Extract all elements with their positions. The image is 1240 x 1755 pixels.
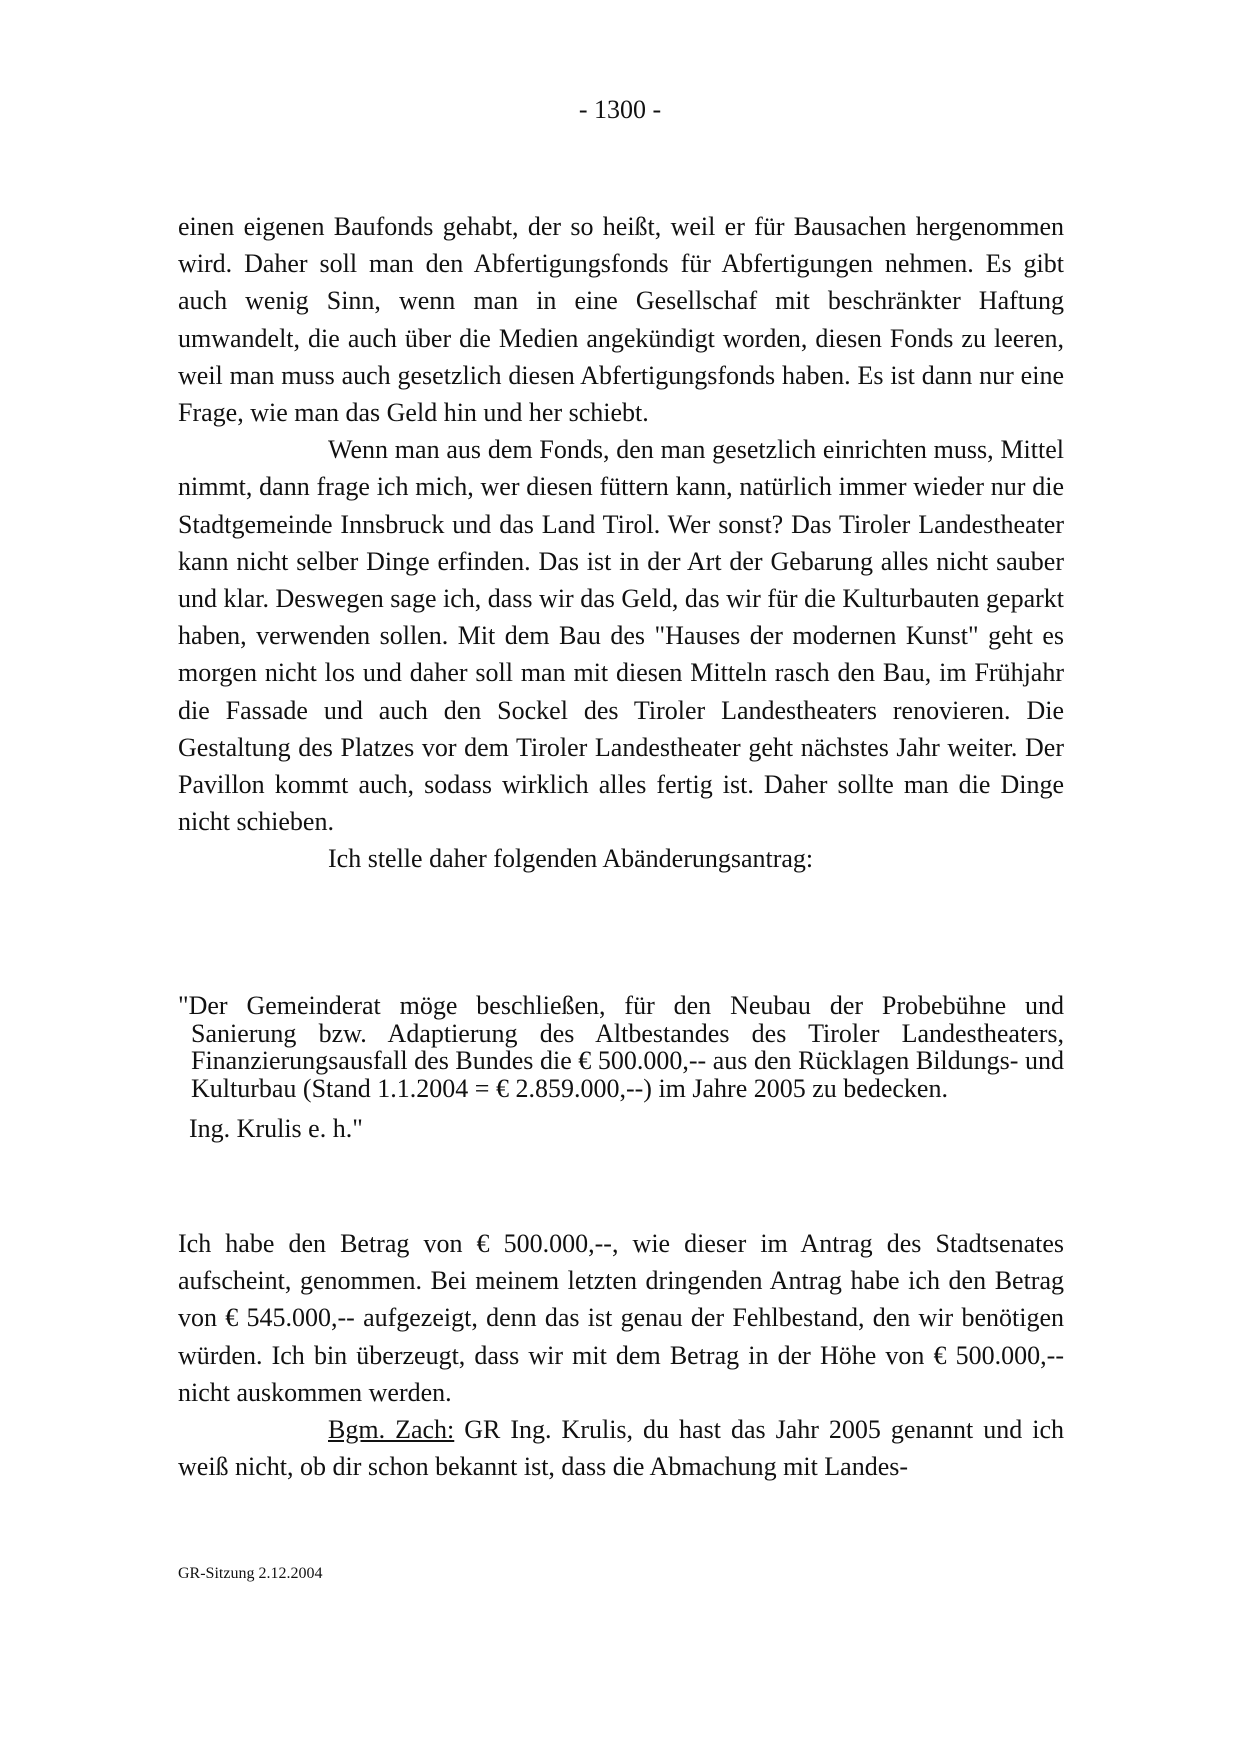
motion-signature: Ing. Krulis e. h." [189, 1114, 363, 1143]
motion-text: "Der Gemeinderat möge beschließen, für den Neubau der Probebühne und Sanierung bzw. Adaptierung des Altbestandes des Tiroler Landestheaters, Finanzierungsausfall des Bundes die € 500.000,-- aus den Rücklagen Bildungs- und Kulturbau (Stand 1.1.2004 = € 2.859.000,--) im Jahre 2005 zu bedecken. [178, 991, 1064, 1103]
paragraph: Ich habe den Betrag von € 500.000,--, wie dieser im Antrag des Stadtsenates aufscheint, genommen. Bei meinem letzten dringenden Antrag habe ich den Betrag von € 545.000,-- aufgezeigt, denn das ist genau der Fehlbestand, den wir benötigen würden. Ich bin überzeugt, dass wir mit dem Betrag in der Höhe von € 500.000,-- nicht auskommen werden. [178, 1229, 1064, 1407]
paragraph: einen eigenen Baufonds gehabt, der so heißt, weil er für Bausachen hergenommen wird. Daher soll man den Abfertigungsfonds für Abfertigungen nehmen. Es gibt auch wenig Sinn, wenn man in eine Gesellschaf mit beschränkter Haftung umwandelt, die auch über die Medien angekündigt worden, diesen Fonds zu leeren, weil man muss auch gesetzlich diesen Abfertigungsfonds haben. Es ist dann nur eine Frage, wie man das Geld hin und her schiebt. [178, 212, 1064, 428]
speaker-name: Bgm. Zach: [328, 1415, 455, 1445]
paragraph [178, 1411, 1064, 1485]
page-number: - 1300 - [578, 95, 662, 124]
body-text-block-2 [178, 1225, 1064, 1485]
paragraph: Wenn man aus dem Fonds, den man gesetzlich einrichten muss, Mittel nimmt, dann frage ich mich, wer diesen füttern kann, natürlich immer wieder nur die Stadtgemeinde Innsbruck und das Land Tirol. Wer sonst? Das Tiroler Landestheater kann nicht selber Dinge erfinden. Das ist in der Art der Gebarung alles nicht sauber und klar. Deswegen sage ich, dass wir das Geld, das wir für die Kulturbauten geparkt haben, verwenden sollen. Mit dem Bau des "Hauses der modernen Kunst" geht es morgen nicht los und daher soll man mit diesen Mitteln rasch den Bau, im Frühjahr die Fassade und auch den Sockel des Tiroler Landestheaters renovieren. Die Gestaltung des Platzes vor dem Tiroler Landestheater geht nächstes Jahr weiter. Der Pavillon kommt auch, sodass wirklich alles fertig ist. Daher sollte man die Dinge nicht schieben. [178, 435, 1064, 837]
paragraph: Ich stelle daher folgenden Abänderungsantrag: [328, 844, 814, 874]
motion-quote [178, 992, 1064, 1144]
footer-session-date: GR-Sitzung 2.12.2004 [178, 1565, 323, 1582]
speaker-text: GR Ing. Krulis, du hast das Jahr 2005 genannt und ich weiß nicht, ob dir schon bekannt ist, dass die Abmachung mit Landes- [178, 1415, 1064, 1482]
body-text-block-1 [178, 208, 1064, 878]
